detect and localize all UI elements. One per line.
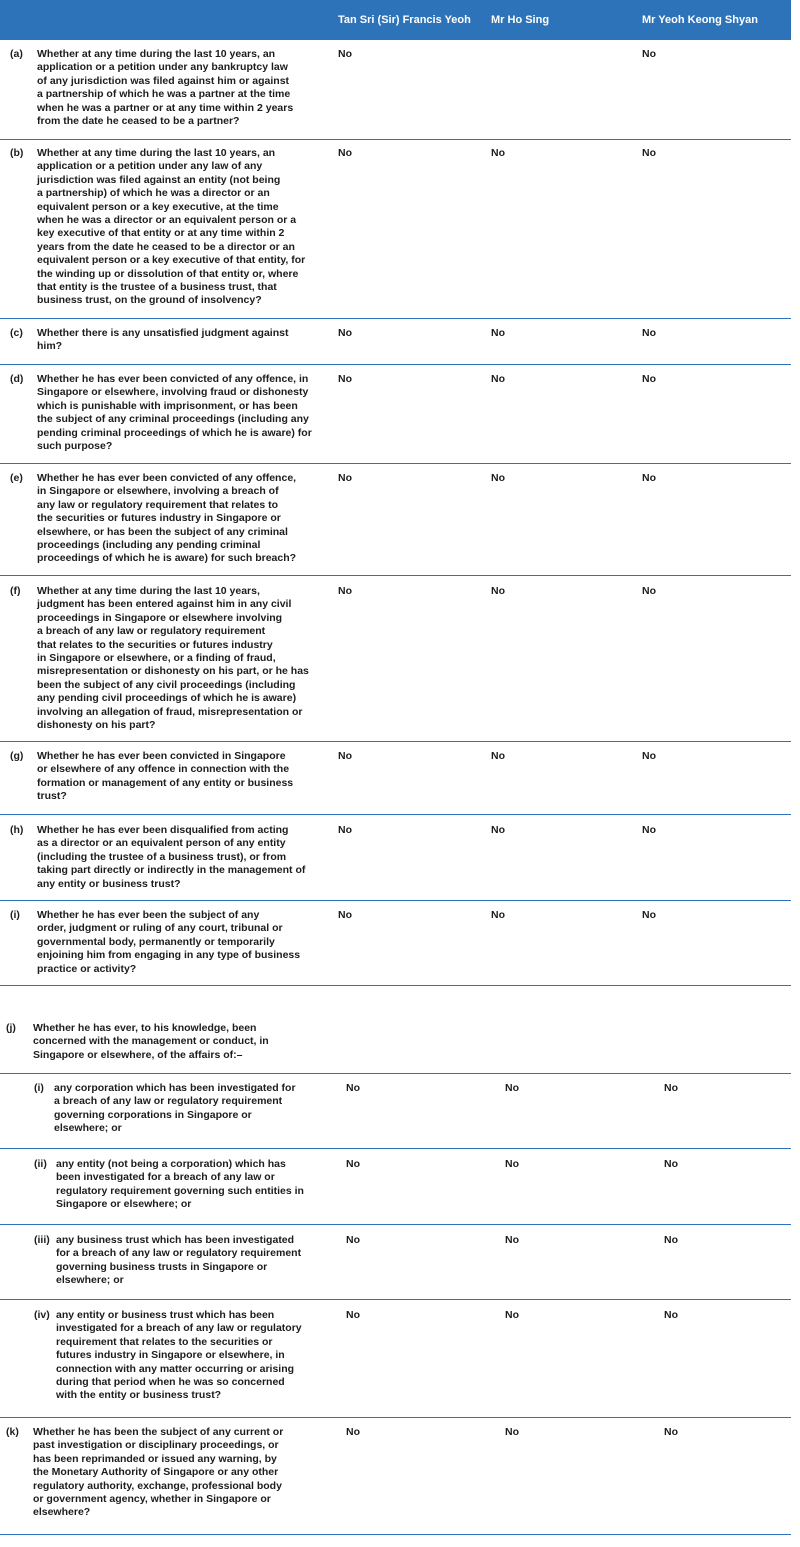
answer-yeoh-keong-shyan: No: [664, 1082, 678, 1094]
row-divider: [0, 814, 791, 815]
question-marker: (h): [10, 824, 24, 836]
row-divider: [0, 1148, 791, 1149]
question-marker: (a): [10, 48, 23, 60]
question-text: Whether he has ever been disqualified from acting as a director or an equivalent person of any entity (including the trustee of a business trust), or from taking part directly or indirectly in the management of any entity or business trust?: [37, 824, 306, 890]
answer-francis-yeoh: No: [338, 373, 352, 385]
row-divider: [0, 318, 791, 319]
answer-ho-sing: No: [491, 327, 505, 339]
answer-ho-sing: No: [491, 472, 505, 484]
row-divider: [0, 575, 791, 576]
answer-ho-sing: No: [491, 585, 505, 597]
answer-francis-yeoh: No: [338, 147, 352, 159]
row-divider: [0, 1073, 791, 1074]
answer-ho-sing: No: [505, 1158, 519, 1170]
question-marker: (d): [10, 373, 24, 385]
question-text: Whether he has been the subject of any current or past investigation or disciplinary proceedings, or has been reprimanded or issued any warning, by the Monetary Authority of Singapore or any other regulatory authority, exchange, professional body or government agency, whether in Singapore or elsewhere?: [33, 1426, 284, 1519]
question-text: Whether at any time during the last 10 years, judgment has been entered against him in any civil proceedings in Singapore or elsewhere involving a breach of any law or regulatory requirement that relates to the securities or futures industry in Singapore or elsewhere, or a finding of fraud, misrepresentation or dishonesty on his part, or he has been the subject of any civil proceedings (including any pending civil proceedings of which he is aware) involving an allegation of fraud, misrepresentation or dishonesty on his part?: [37, 585, 309, 732]
answer-ho-sing: No: [491, 373, 505, 385]
table-header: [0, 0, 791, 40]
question-text: Whether he has ever been the subject of any order, judgment or ruling of any court, tribunal or governmental body, permanently or temporarily enjoining him from engaging in any type of business practice or activity?: [37, 909, 301, 975]
answer-ho-sing: No: [505, 1309, 519, 1321]
row-divider: [0, 741, 791, 742]
answer-ho-sing: No: [491, 824, 505, 836]
question-text: Whether at any time during the last 10 years, an application or a petition under any law of any jurisdiction was filed against an entity (not being a partnership) of which he was a director or an equivalent person or a key executive, at the time when he was a director or an equivalent person or a key executive of that entity or at any time within 2 years from the date he ceased to be a director or an equivalent person or a key executive of that entity, for the winding up or dissolution of that entity or, where that entity is the trustee of a business trust, that business trust, on the ground of insolvency?: [37, 147, 306, 307]
question-marker: (c): [10, 327, 23, 339]
question-marker: (g): [10, 750, 24, 762]
question-text: Whether at any time during the last 10 years, an application or a petition under any bankruptcy law of any jurisdiction was filed against him or against a partnership of which he was a partner at the time when he was a partner or at any time within 2 years from the date he ceased to be a partner?: [37, 48, 294, 128]
row-divider: [0, 1417, 791, 1418]
question-text: Whether there is any unsatisfied judgment against him?: [37, 327, 289, 353]
question-text: Whether he has ever been convicted of any offence, in Singapore or elsewhere, involving fraud or dishonesty which is punishable with imprisonment, or has been the subject of any criminal proceedings (including any pending criminal proceedings of which he is aware) for such purpose?: [37, 373, 312, 453]
question-text: Whether he has ever been convicted of any offence, in Singapore or elsewhere, involving a breach of any law or regulatory requirement that relates to the securities or futures industry in Singapore or elsewhere, or has been the subject of any criminal proceedings (including any pending criminal proceedings of which he is aware) for such breach?: [37, 472, 297, 565]
answer-yeoh-keong-shyan: No: [642, 327, 656, 339]
question-marker: (k): [6, 1426, 19, 1438]
answer-yeoh-keong-shyan: No: [664, 1309, 678, 1321]
answer-francis-yeoh: No: [338, 824, 352, 836]
answer-francis-yeoh: No: [346, 1082, 360, 1094]
subitem-marker: (ii): [34, 1158, 47, 1170]
subitem-text: any entity (not being a corporation) which has been investigated for a breach of any law or regulatory requirement governing such entities in Singapore or elsewhere; or: [56, 1158, 304, 1211]
answer-francis-yeoh: No: [346, 1426, 360, 1438]
subitem-text: any entity or business trust which has been investigated for a breach of any law or regulatory requirement that relates to the securities or futures industry in Singapore or elsewhere, in connection with any matter occurring or arising during that period when he was so concerned with the entity or business trust?: [56, 1309, 302, 1402]
answer-francis-yeoh: No: [338, 909, 352, 921]
question-marker: (i): [10, 909, 20, 921]
column-header-ho-sing: Mr Ho Sing: [491, 14, 550, 26]
answer-francis-yeoh: No: [338, 327, 352, 339]
row-divider: [0, 139, 791, 140]
answer-yeoh-keong-shyan: No: [642, 909, 656, 921]
row-divider: [0, 1534, 791, 1535]
subitem-text: any business trust which has been investigated for a breach of any law or regulatory requirement governing business trusts in Singapore or elsewhere; or: [56, 1234, 302, 1287]
answer-francis-yeoh: No: [338, 585, 352, 597]
answer-francis-yeoh: No: [346, 1234, 360, 1246]
subitem-marker: (iv): [34, 1309, 50, 1321]
row-divider: [0, 463, 791, 464]
subitem-marker: (i): [34, 1082, 44, 1094]
answer-francis-yeoh: No: [346, 1158, 360, 1170]
answer-yeoh-keong-shyan: No: [664, 1234, 678, 1246]
answer-yeoh-keong-shyan: No: [642, 147, 656, 159]
answer-yeoh-keong-shyan: No: [642, 750, 656, 762]
question-text: Whether he has ever been convicted in Singapore or elsewhere of any offence in connection with the formation or management of any entity or business trust?: [37, 750, 294, 803]
question-marker: (j): [6, 1022, 16, 1034]
answer-ho-sing: No: [505, 1426, 519, 1438]
subitem-marker: (iii): [34, 1234, 50, 1246]
question-text: Whether he has ever, to his knowledge, been concerned with the management or conduct, in Singapore or elsewhere, of the affairs of:–: [33, 1022, 269, 1061]
row-divider: [0, 1299, 791, 1300]
answer-ho-sing: No: [505, 1082, 519, 1094]
answer-yeoh-keong-shyan: No: [642, 824, 656, 836]
answer-ho-sing: No: [505, 1234, 519, 1246]
answer-francis-yeoh: No: [346, 1309, 360, 1321]
answer-yeoh-keong-shyan: No: [664, 1158, 678, 1170]
answer-ho-sing: No: [491, 147, 505, 159]
answer-francis-yeoh: No: [338, 750, 352, 762]
answer-yeoh-keong-shyan: No: [664, 1426, 678, 1438]
column-header-francis-yeoh: Tan Sri (Sir) Francis Yeoh: [338, 14, 471, 26]
subitem-text: any corporation which has been investigated for a breach of any law or regulatory requirement governing corporations in Singapore or elsewhere; or: [54, 1082, 296, 1135]
row-divider: [0, 1224, 791, 1225]
answer-yeoh-keong-shyan: No: [642, 585, 656, 597]
answer-francis-yeoh: No: [338, 472, 352, 484]
answer-francis-yeoh: No: [338, 48, 352, 60]
answer-ho-sing: No: [491, 750, 505, 762]
answer-yeoh-keong-shyan: No: [642, 472, 656, 484]
answer-yeoh-keong-shyan: No: [642, 373, 656, 385]
row-divider: [0, 364, 791, 365]
question-marker: (b): [10, 147, 24, 159]
column-header-yeoh-keong-shyan: Mr Yeoh Keong Shyan: [642, 14, 758, 26]
question-marker: (f): [10, 585, 21, 597]
answer-yeoh-keong-shyan: No: [642, 48, 656, 60]
row-divider: [0, 900, 791, 901]
row-divider: [0, 985, 791, 986]
answer-ho-sing: No: [491, 909, 505, 921]
question-marker: (e): [10, 472, 23, 484]
